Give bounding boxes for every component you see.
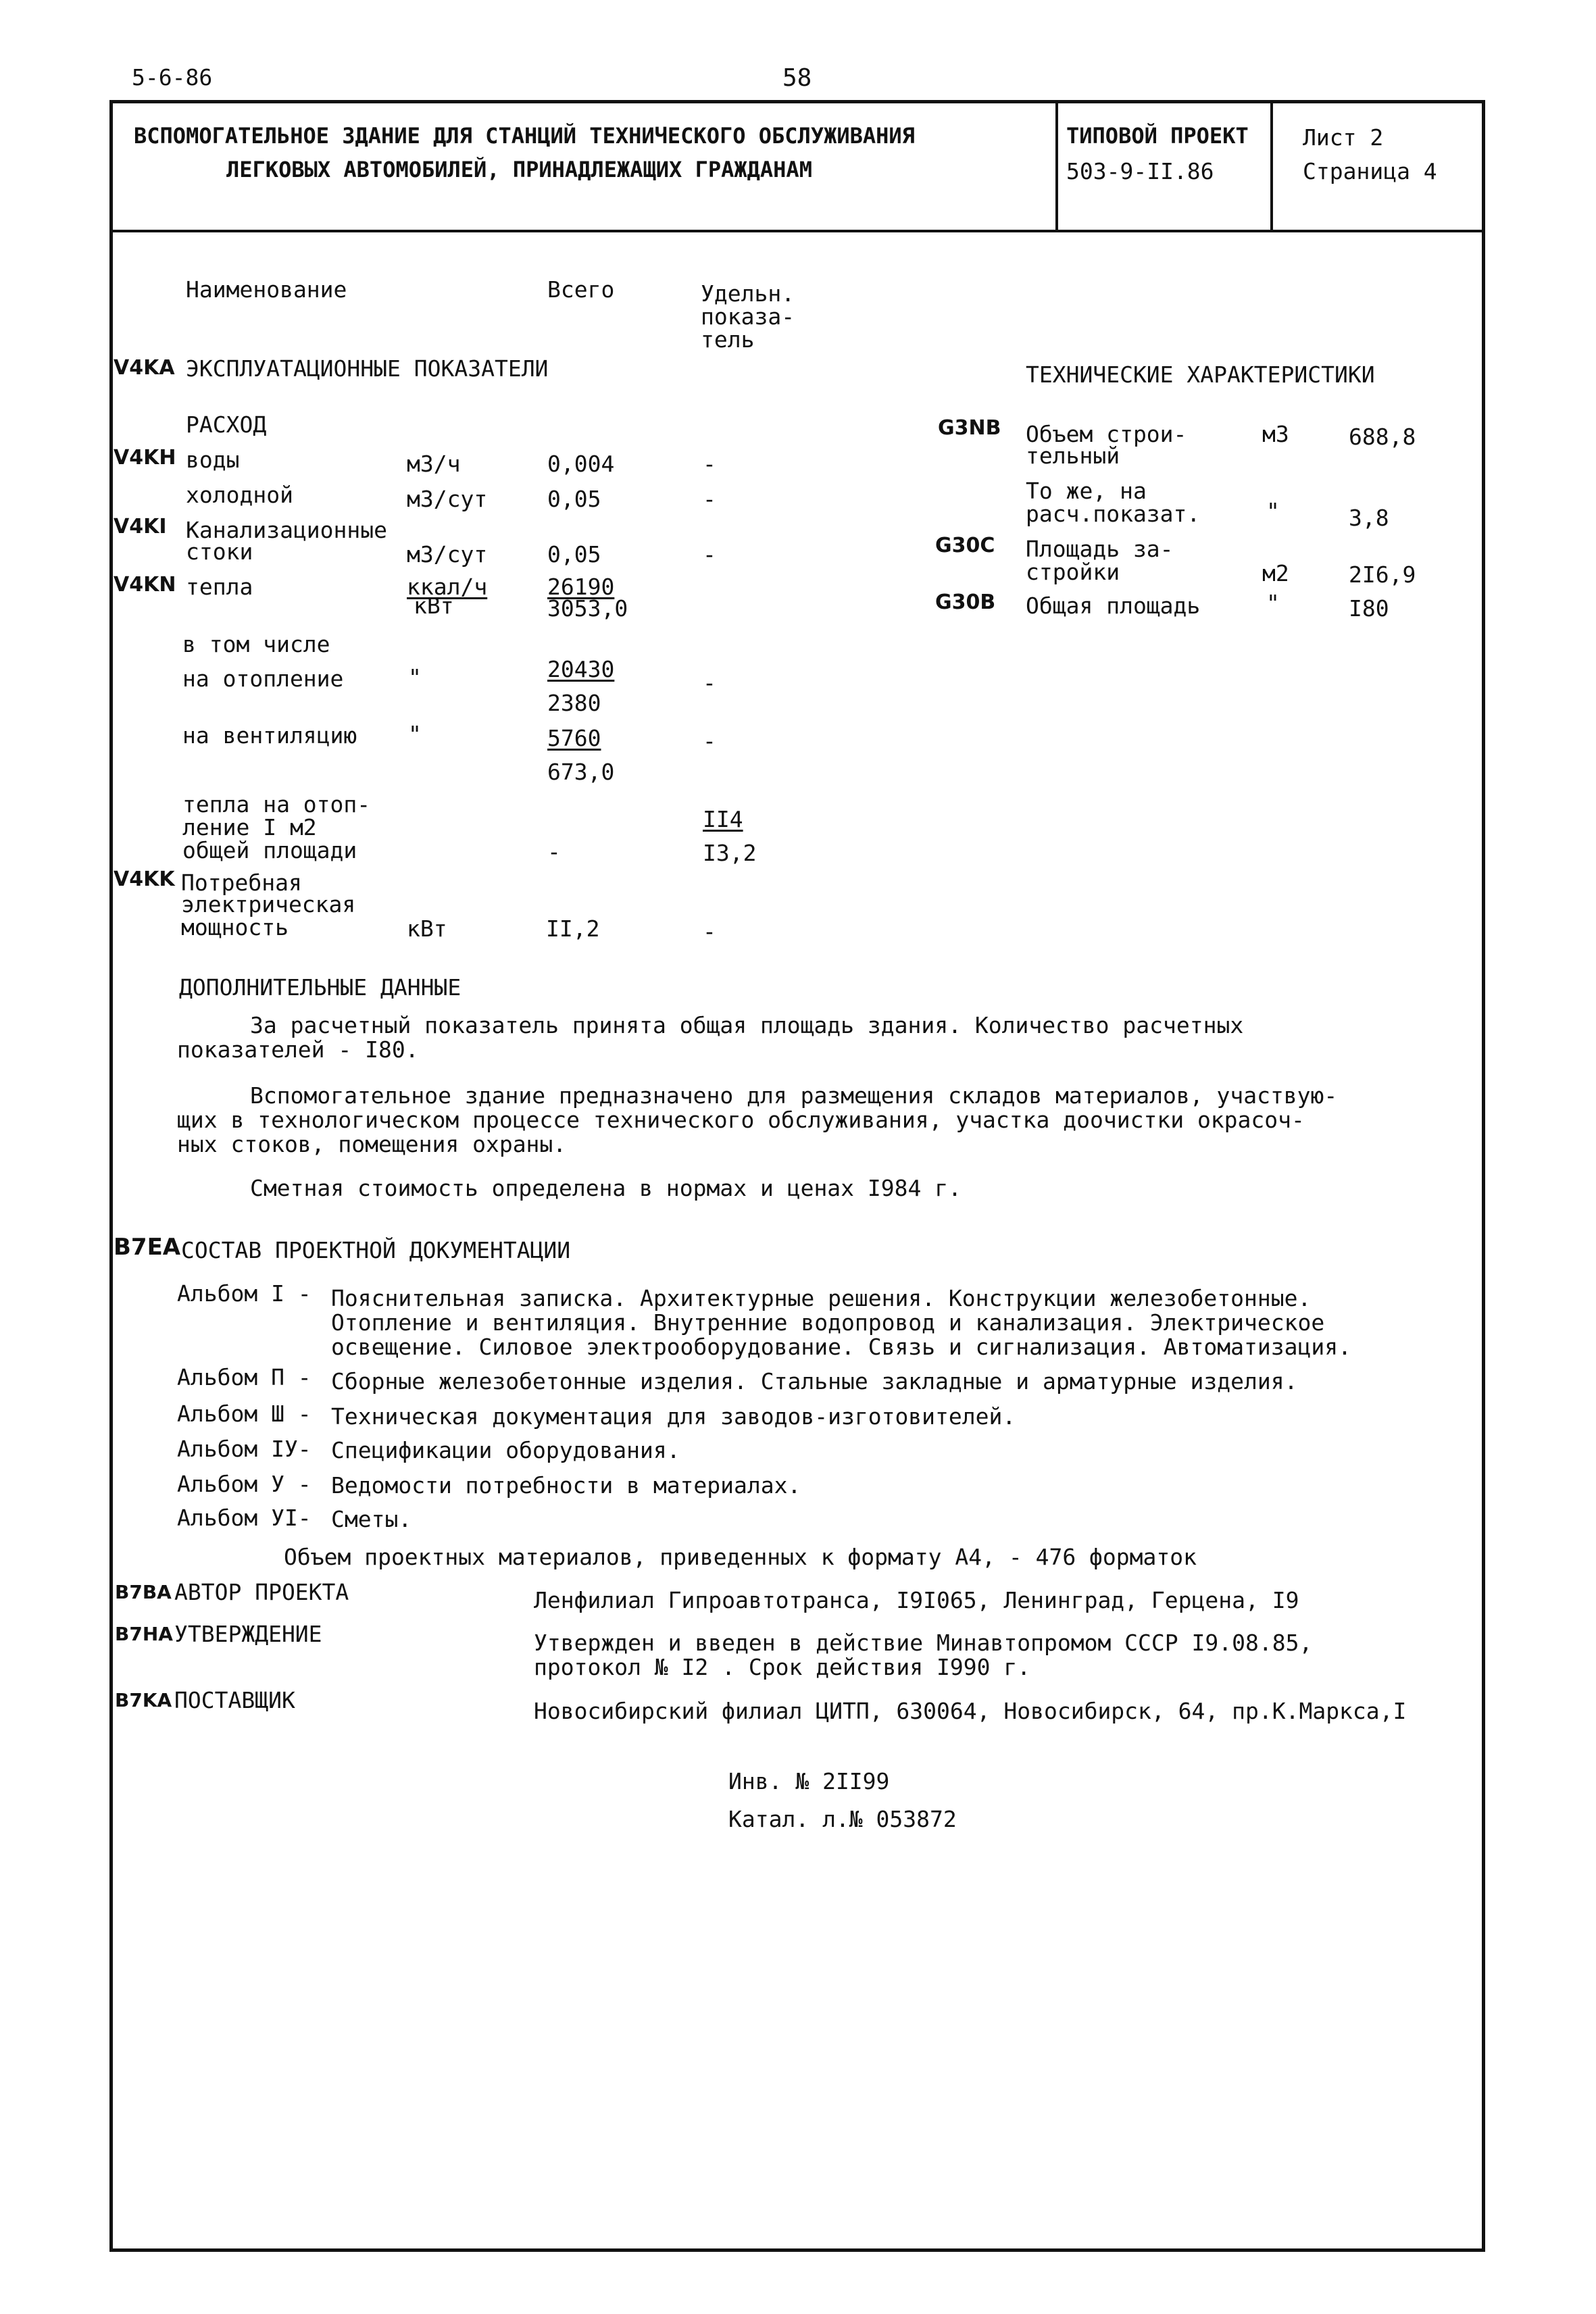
cold-spec: - [703, 486, 716, 512]
power-unit: кВт [407, 915, 447, 942]
additional-p1-line2: показателей - I80. [177, 1036, 419, 1063]
stamp-bottom-line [109, 230, 1485, 232]
code-approval: B7HA [115, 1623, 173, 1645]
built-unit: м2 [1262, 560, 1289, 586]
volume-value: 688,8 [1349, 424, 1416, 450]
approval-line2: протокол № I2 . Срок действия I990 г. [534, 1654, 1031, 1680]
supplier-label: ПОСТАВЩИК [174, 1687, 295, 1713]
additional-p2-line2: щих в технологическом процессе технического обслуживания, участка доочистки окрасоч- [177, 1107, 1305, 1133]
heat-m2-spec-bottom: I3,2 [703, 840, 757, 866]
code-sewage: V4KI [114, 515, 167, 538]
same-unit: " [1266, 498, 1280, 524]
header-specific-1: Удельн. [701, 280, 795, 307]
stamp-divider-2 [1270, 100, 1273, 231]
vent-spec: - [703, 728, 716, 754]
sewage-unit: м3/сут [407, 541, 488, 568]
album5-text: Ведомости потребности в материалах. [331, 1472, 801, 1499]
cold-total: 0,05 [547, 486, 601, 512]
heat-total-bottom: 3053,0 [547, 595, 628, 622]
code-volume: G3NB [938, 416, 1001, 440]
sewage-label-2: стоки [186, 538, 253, 565]
stamp-title-line1: ВСПОМОГАТЕЛЬНОЕ ЗДАНИЕ ДЛЯ СТАНЦИЙ ТЕХНИЧЕСКОГО ОБСЛУЖИВАНИЯ [134, 123, 915, 149]
cold-unit: м3/сут [407, 486, 488, 512]
power-label-3: мощность [181, 914, 289, 940]
built-label-1: Площадь за- [1026, 536, 1174, 562]
heat-m2-spec-top: II4 [703, 806, 743, 832]
heat-m2-label-2: ление I м2 [182, 814, 317, 840]
album1-line2: Отопление и вентиляция. Внутренние водопровод и канализация. Электрическое [331, 1309, 1325, 1336]
heating-unit: " [408, 664, 422, 690]
cold-label: холодной [186, 482, 293, 508]
vent-unit: " [408, 721, 422, 747]
additional-p1-line1: За расчетный показатель принята общая площадь здания. Количество расчетных [250, 1012, 1244, 1038]
heat-m2-label-1: тепла на отоп- [182, 791, 371, 818]
heat-unit-bottom: кВт [414, 593, 454, 619]
code-water: V4KH [114, 446, 176, 470]
water-spec: - [703, 451, 716, 477]
stamp-project-label: ТИПОВОЙ ПРОЕКТ [1066, 123, 1249, 149]
code-docs: B7EA [114, 1234, 181, 1261]
album2-label: Альбом П - [177, 1364, 311, 1390]
code-built-area: G30C [935, 534, 995, 557]
additional-p1 [177, 1013, 1243, 1062]
water-total: 0,004 [547, 451, 615, 477]
additional-p2-line1: Вспомогательное здание предназначено для размещения складов материалов, участвую- [250, 1082, 1338, 1109]
heating-total-bottom: 2380 [547, 690, 601, 716]
water-label: воды [186, 447, 240, 473]
supplier-text: Новосибирский филиал ЦИТП, 630064, Новосибирск, 64, пр.К.Маркса,I [534, 1698, 1407, 1724]
approval-line1: Утвержден и введен в действие Минавтопромом СССР I9.08.85, [534, 1630, 1313, 1656]
including-label: в том числе [182, 631, 330, 657]
album4-label: Альбом IУ- [177, 1436, 311, 1462]
heat-m2-total: - [547, 838, 561, 865]
total-area-label: Общая площадь [1026, 593, 1201, 619]
stamp-project-code: 503-9-II.86 [1066, 158, 1214, 184]
album4-text: Спецификации оборудования. [331, 1437, 680, 1463]
catalog-number: Катал. л.№ 053872 [728, 1806, 957, 1832]
album3-text: Техническая документация для заводов-изготовителей. [331, 1403, 1016, 1430]
volume-unit: м3 [1262, 421, 1289, 447]
approval-text [534, 1631, 1312, 1680]
inventory-number: Инв. № 2II99 [728, 1768, 890, 1794]
header-total: Всего [547, 276, 615, 303]
documentation-heading: СОСТАВ ПРОЕКТНОЙ ДОКУМЕНТАЦИИ [181, 1237, 571, 1263]
code-supplier: B7KA [115, 1689, 172, 1711]
same-label-2: расч.показат. [1026, 501, 1201, 527]
power-label-1: Потребная [181, 870, 302, 896]
header-specific-3: тель [701, 326, 755, 353]
heating-spec: - [703, 670, 716, 696]
album1-line1: Пояснительная записка. Архитектурные решения. Конструкции железобетонные. [331, 1285, 1312, 1311]
vent-label: на вентиляцию [182, 722, 357, 749]
album1-label: Альбом I - [177, 1280, 311, 1307]
sewage-label-1: Канализационные [186, 517, 388, 543]
volume-label-2: тельный [1026, 443, 1120, 469]
album5-label: Альбом У - [177, 1471, 311, 1497]
heating-label: на отопление [182, 665, 344, 692]
approval-label: УТВЕРЖДЕНИЕ [174, 1621, 322, 1647]
album6-text: Сметы. [331, 1506, 412, 1532]
total-area-value: I80 [1349, 595, 1389, 622]
code-operational: V4KA [114, 356, 175, 380]
author-text: Ленфилиал Гипроавтотранса, I9I065, Ленинград, Герцена, I9 [534, 1587, 1299, 1613]
album1-text [331, 1286, 1351, 1359]
same-value: 3,8 [1349, 505, 1389, 531]
additional-p2 [177, 1084, 1337, 1157]
additional-heading: ДОПОЛНИТЕЛЬНЫЕ ДАННЫЕ [179, 974, 462, 1001]
sewage-spec: - [703, 541, 716, 568]
album3-label: Альбом Ш - [177, 1401, 311, 1427]
album2-text: Сборные железобетонные изделия. Стальные закладные и арматурные изделия. [331, 1368, 1298, 1394]
same-label-1: То же, на [1026, 478, 1147, 504]
power-total: II,2 [546, 915, 600, 942]
header-specific-2: показа- [701, 303, 795, 330]
album1-line3: освещение. Силовое электрооборудование. Связь и сигнализация. Автоматизация. [331, 1334, 1351, 1360]
code-author: B7BA [115, 1581, 172, 1603]
stamp-page: Страница 4 [1303, 158, 1437, 184]
heating-total-top: 20430 [547, 656, 615, 682]
code-power: V4KK [114, 867, 175, 891]
vent-total-top: 5760 [547, 725, 601, 751]
heat-total-top: 26190 [547, 574, 615, 600]
power-label-2: электрическая [181, 891, 356, 917]
technical-heading: ТЕХНИЧЕСКИЕ ХАРАКТЕРИСТИКИ [1026, 361, 1375, 388]
series-number: 5-6-86 [132, 64, 213, 91]
stamp-sheet: Лист 2 [1303, 124, 1384, 151]
total-area-unit: " [1266, 590, 1280, 616]
vent-total-bottom: 673,0 [547, 759, 615, 785]
heat-label: тепла [186, 574, 253, 600]
page-number: 58 [782, 64, 812, 92]
album6-label: Альбом УI- [177, 1505, 311, 1531]
header-name: Наименование [186, 276, 347, 303]
water-unit: м3/ч [407, 451, 461, 477]
built-value: 2I6,9 [1349, 561, 1416, 588]
author-label: АВТОР ПРОЕКТА [174, 1579, 349, 1605]
stamp-divider-1 [1055, 100, 1058, 231]
stamp-title-line2: ЛЕГКОВЫХ АВТОМОБИЛЕЙ, ПРИНАДЛЕЖАЩИХ ГРАЖДАНАМ [226, 157, 812, 182]
heat-unit-top: ккал/ч [407, 574, 488, 600]
additional-p2-line3: ных стоков, помещения охраны. [177, 1131, 567, 1157]
heat-m2-label-3: общей площади [182, 837, 357, 863]
built-label-2: стройки [1026, 559, 1120, 585]
additional-p3: Сметная стоимость определена в нормах и ценах I984 г. [250, 1175, 962, 1201]
operational-heading: ЭКСПЛУАТАЦИОННЫЕ ПОКАЗАТЕЛИ [186, 355, 549, 382]
code-heat: V4KN [114, 573, 176, 597]
sewage-total: 0,05 [547, 541, 601, 568]
volume-label-1: Объем строи- [1026, 421, 1187, 447]
code-total-area: G30B [935, 590, 996, 614]
documentation-volume: Объем проектных материалов, приведенных к формату А4, - 476 форматок [284, 1544, 1197, 1570]
consumption-heading: РАСХОД [186, 411, 267, 438]
power-spec: - [703, 918, 716, 945]
